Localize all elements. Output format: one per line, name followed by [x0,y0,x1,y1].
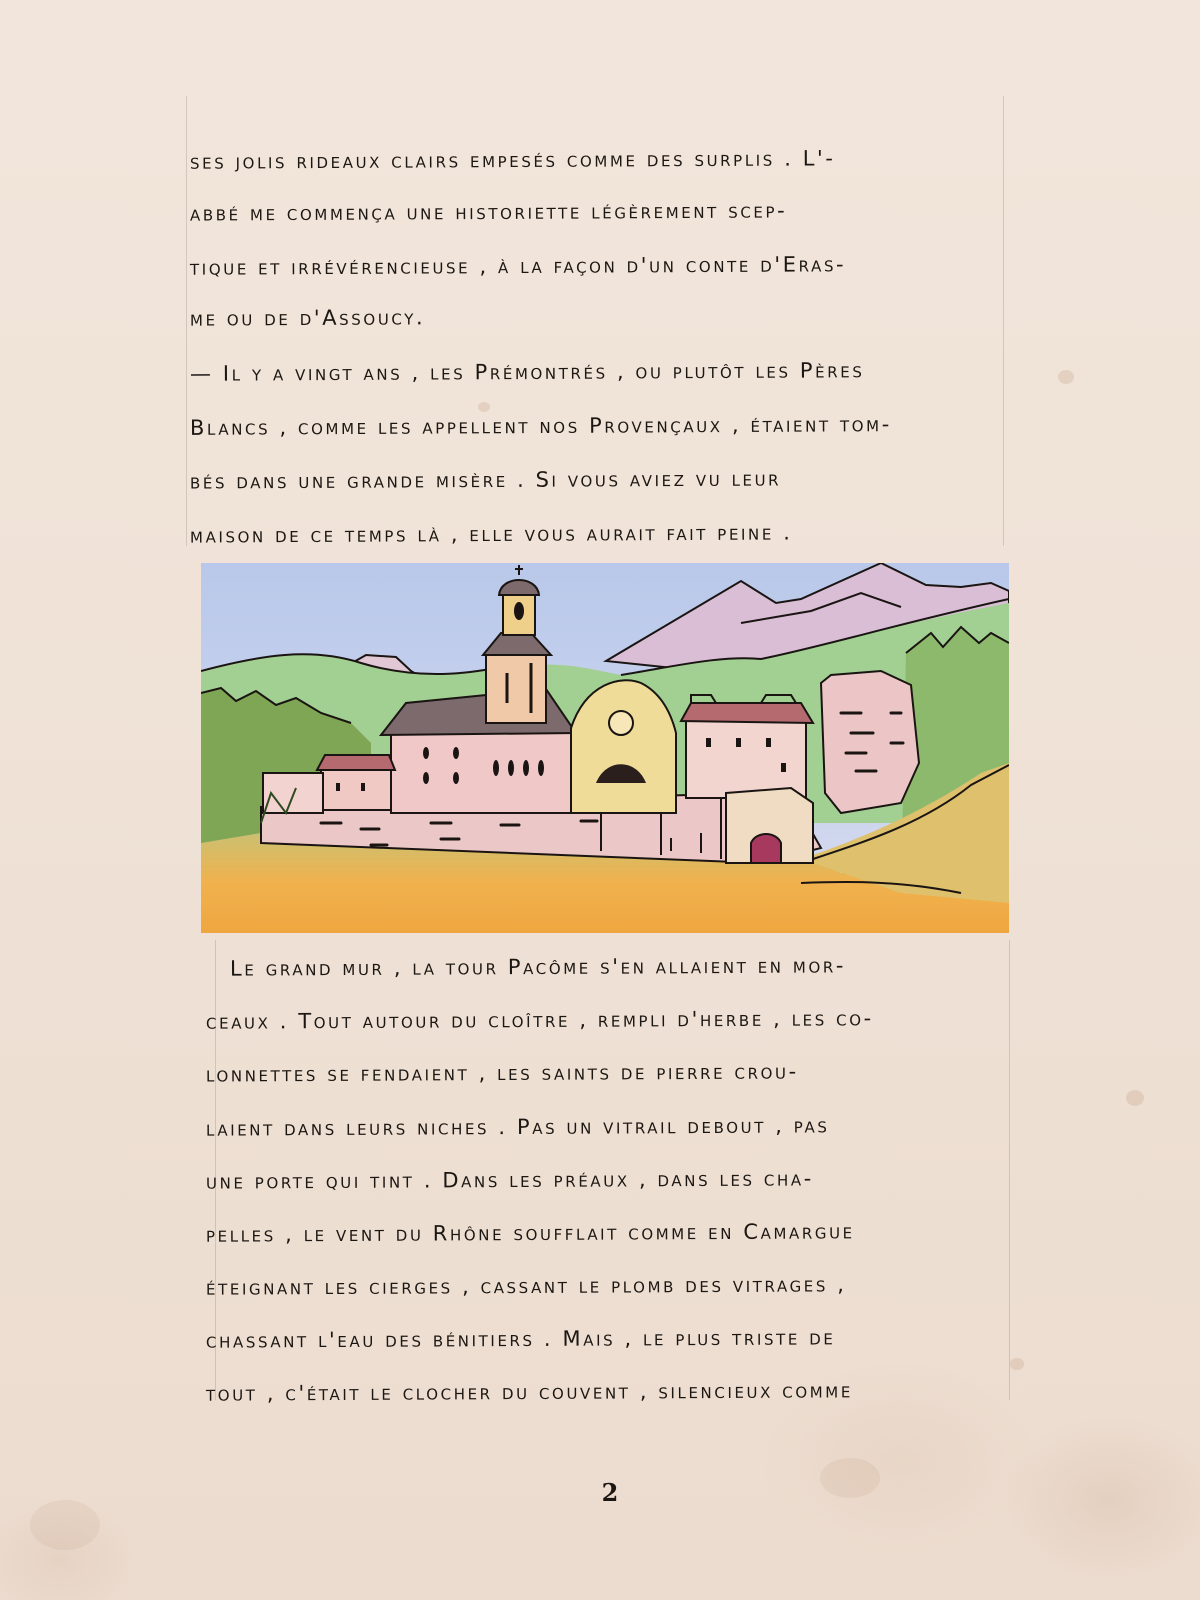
text-line: Le grand mur , la tour Pacôme s'en allaient en mor- [229,953,847,981]
paper-stain [820,1458,880,1498]
text-line: ses jolis rideaux clairs empesés comme des surplis . L'- [189,146,836,174]
text-line: maison de ce temps là , elle vous aurait fait peine . [189,520,793,548]
text-line: lonnettes se fendaient , les saints de pierre crou- [205,1059,799,1087]
paper-stain [1010,1358,1024,1370]
text-line: chassant l'eau des bénitiers . Mais , le plus triste de [205,1325,836,1353]
ruling-line [1003,96,1004,546]
paper-stain [478,402,490,412]
text-line: ceaux . Tout autour du cloître , rempli d'herbe , les co- [205,1006,874,1034]
text-line: pelles , le vent du Rhône soufflait comme en Camargue [205,1219,855,1247]
text-line: une porte qui tint . Dans les préaux , dans les cha- [205,1166,814,1194]
text-line: abbé me commença une historiette légèrement scep- [189,198,788,226]
paper-stain [30,1500,100,1550]
paper-stain [1126,1090,1144,1106]
text-line: Blancs , comme les appellent nos Provençaux , étaient tom- [189,412,892,440]
text-line: tout , c'était le clocher du couvent , silencieux comme [205,1378,853,1406]
text-line: — Il y a vingt ans , les Prémontrés , ou plutôt les Pères [189,358,865,386]
ruling-line [186,96,187,546]
page-number: 2 [601,1478,619,1507]
text-line: laient dans leurs niches . Pas un vitrail debout , pas [205,1113,830,1141]
ruling-line [1009,940,1010,1400]
text-line: me ou de d'Assoucy. [189,305,426,331]
text-line: éteignant les cierges , cassant le plomb des vitrages , [205,1272,847,1300]
text-line: tique et irrévérencieuse , à la façon d'un conte d'Eras- [189,252,847,280]
paper-stain [1058,370,1074,384]
text-line: bés dans une grande misère . Si vous aviez vu leur [189,466,782,494]
village-illustration [201,563,1009,933]
